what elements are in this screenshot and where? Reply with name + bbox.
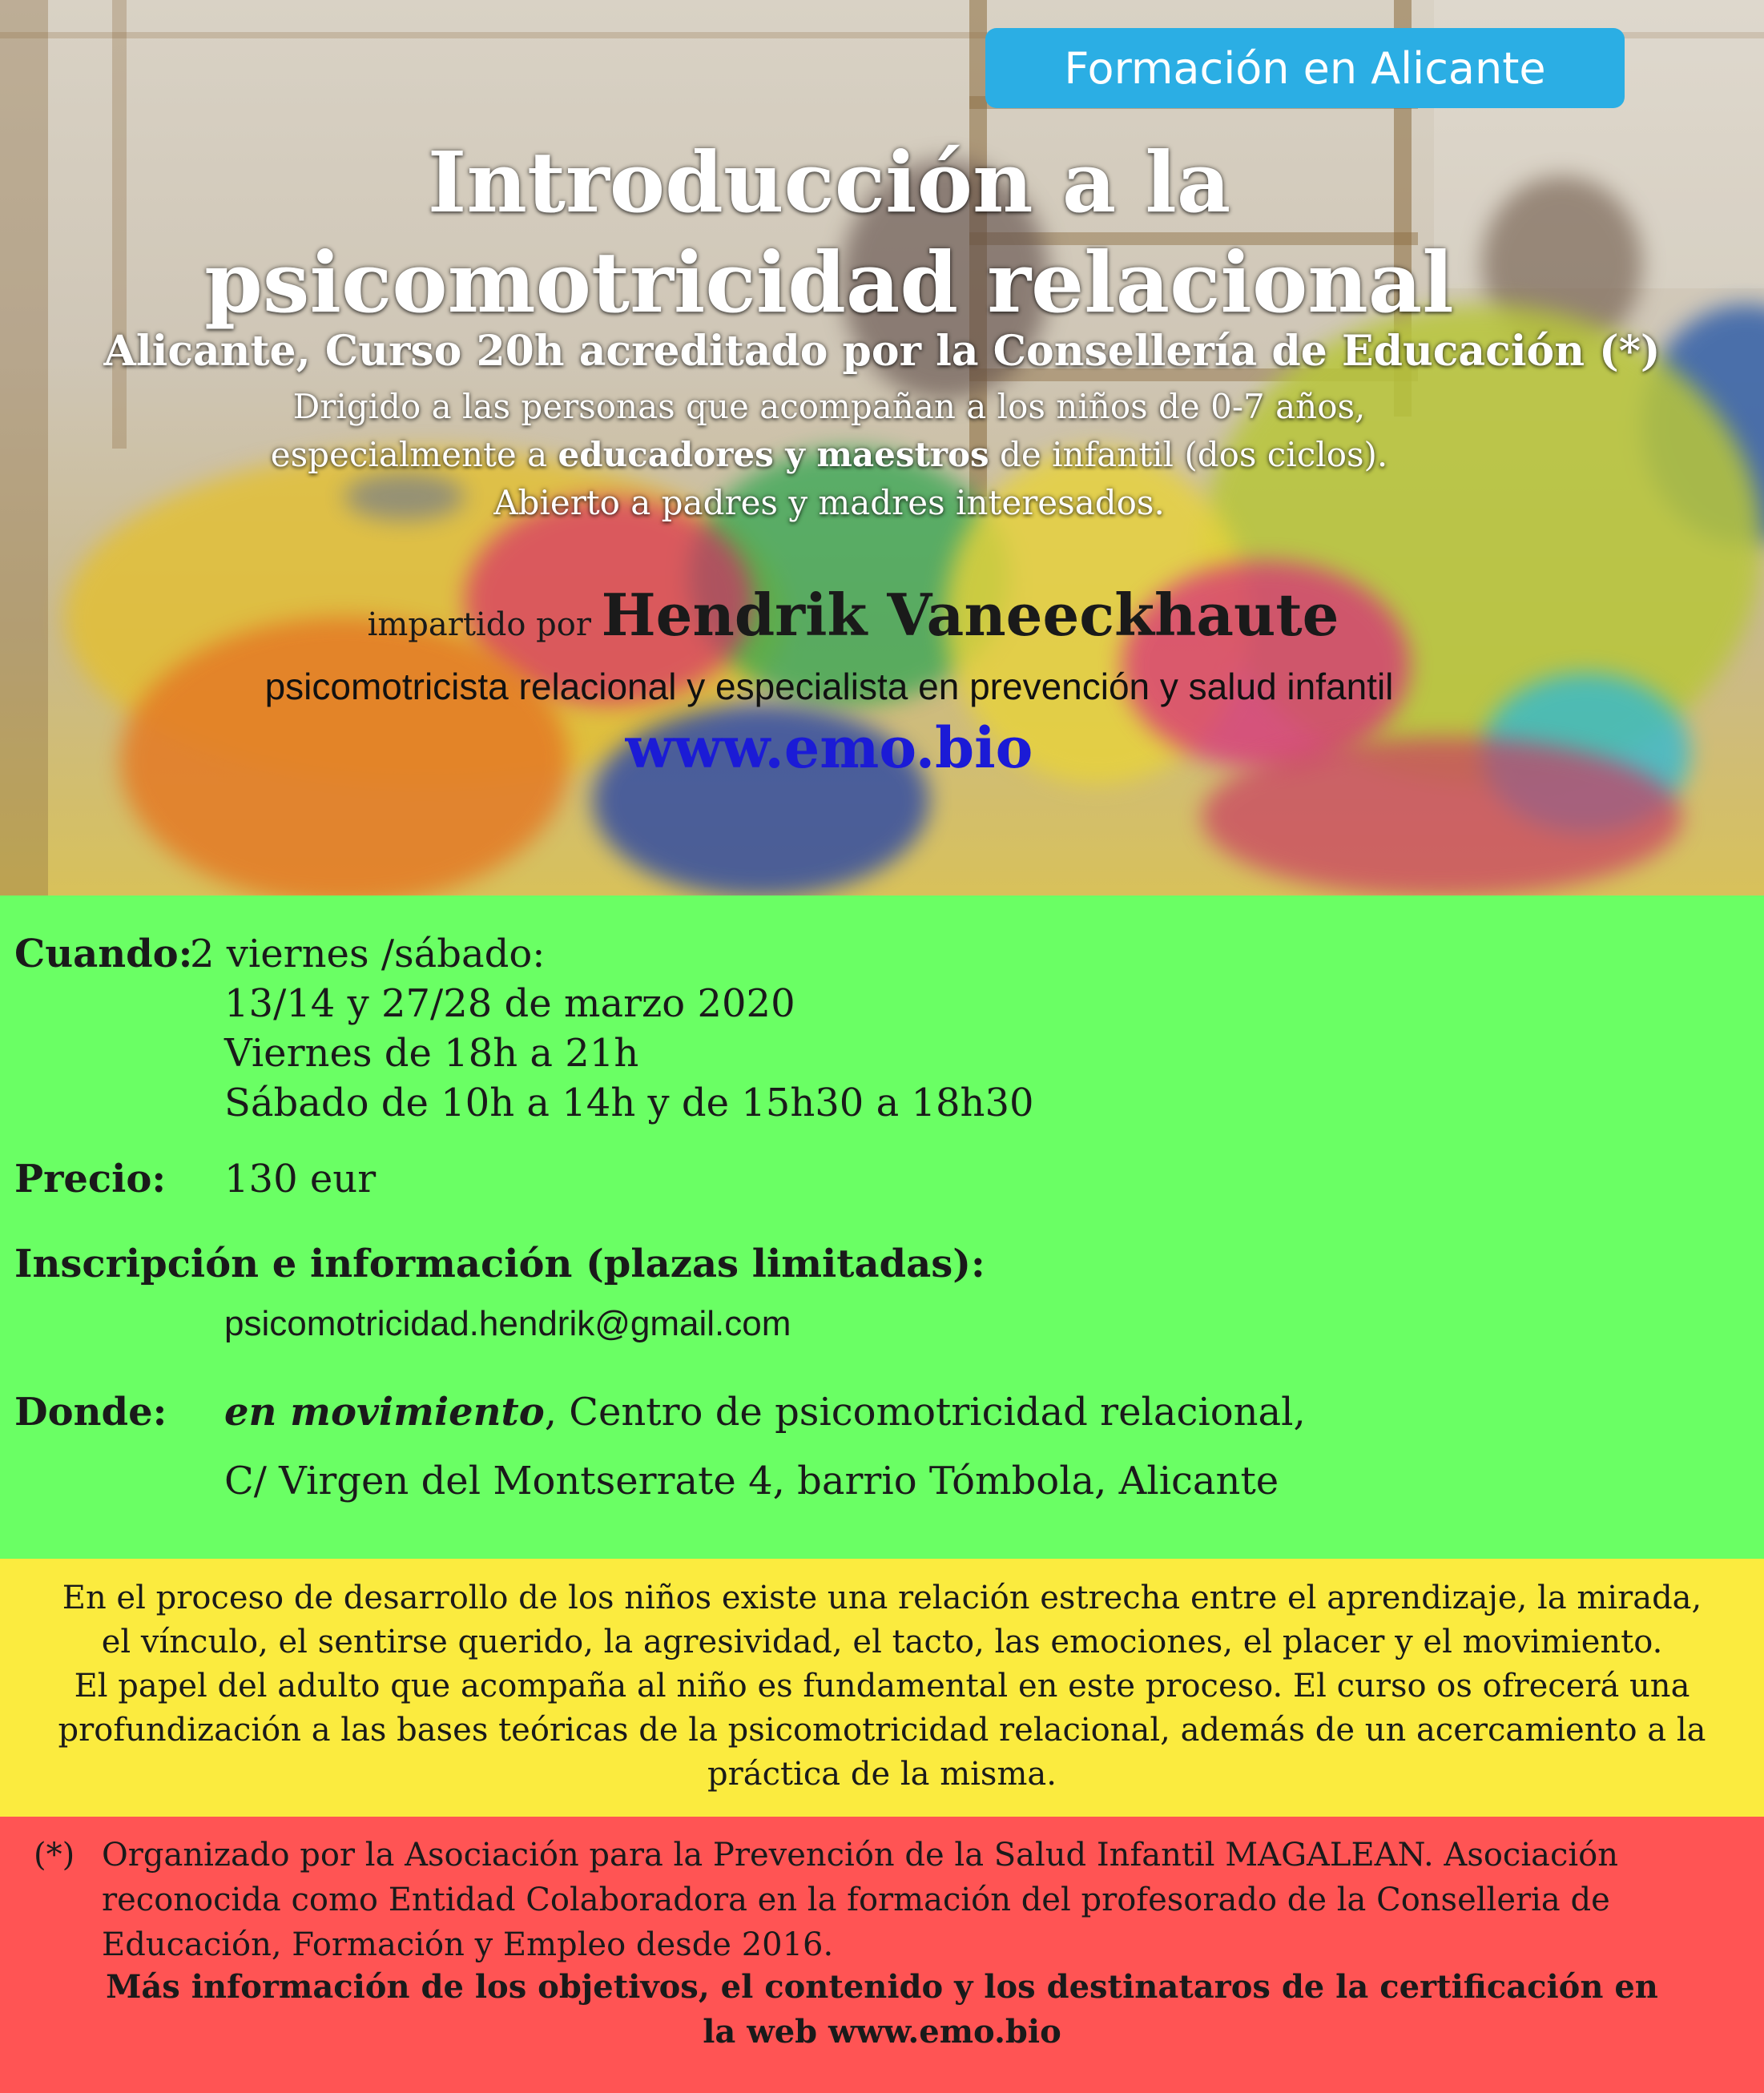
instructor-role: psicomotricista relacional y especialista en prevención y salud infantil <box>264 666 1394 707</box>
contact-email[interactable]: psicomotricidad.hendrik@gmail.com <box>224 1304 791 1343</box>
instructor-name: Hendrik Vaneeckhaute <box>601 581 1339 649</box>
instructor-line <box>0 581 1706 649</box>
audience-highlight: educadores y maestros <box>558 435 989 474</box>
price-value: 130 eur <box>224 1157 377 1201</box>
taught-by-label: impartido por <box>367 606 602 643</box>
audience-description <box>0 383 1658 527</box>
about-line-5: práctica de la misma. <box>707 1756 1057 1793</box>
about-paragraph <box>0 1559 1764 1797</box>
course-subtitle: Alicante, Curso 20h acreditado por la Consellería de Educación (*) <box>103 327 1661 376</box>
when-line-3: Viernes de 18h a 21h <box>224 1031 639 1076</box>
audience-line-1: Drigido a las personas que acompañan a los niños de 0-7 años, <box>292 387 1366 426</box>
signup-label: Inscripción e información (plazas limitadas): <box>14 1242 985 1286</box>
course-title <box>0 132 1658 332</box>
about-line-3: El papel del adulto que acompaña al niño es fundamental en este proceso. El curso os ofrecerá una <box>74 1668 1690 1705</box>
footnote-text <box>102 1833 1624 1967</box>
hero-banner <box>0 0 1764 896</box>
when-line-2: 13/14 y 27/28 de marzo 2020 <box>224 981 795 1026</box>
footnote-line-1: Organizado por la Asociación para la Prevención de la Salud Infantil MAGALEAN. Asociación <box>102 1837 1619 1874</box>
more-info-line-1: Más información de los objetivos, el contenido y los destinataros de la certificación en <box>106 1968 1658 2006</box>
course-about <box>0 1559 1764 1817</box>
about-line-2: el vínculo, el sentirse querido, la agresividad, el tacto, las emociones, el placer y el movimiento. <box>101 1624 1663 1660</box>
location-badge: Formación en Alicante <box>985 28 1625 108</box>
about-line-4: profundización a las bases teóricas de la psicomotricidad relacional, además de un acercamiento a la <box>58 1712 1706 1749</box>
website-link[interactable]: www.emo.bio <box>625 714 1033 781</box>
accreditation-note <box>0 1817 1764 2093</box>
venue-brand: en movimiento <box>224 1390 545 1435</box>
course-details <box>0 896 1764 1559</box>
footnote-line-2: reconocida como Entidad Colaboradora en la formación del profesorado de la Conselleria de <box>102 1882 1610 1918</box>
footnote-line-3: Educación, Formación y Empleo desde 2016. <box>102 1926 834 1963</box>
when-line-1: 2 viernes /sábado: <box>190 932 546 976</box>
course-title-line-2: psicomotricidad relacional <box>204 233 1454 332</box>
when-line-4: Sábado de 10h a 14h y de 15h30 a 18h30 <box>224 1081 1034 1125</box>
price-label: Precio: <box>14 1157 167 1201</box>
course-title-line-1: Introducción a la <box>427 133 1231 231</box>
when-label: Cuando: <box>14 932 193 976</box>
footnote-marker: (*) <box>34 1837 75 1874</box>
audience-line-2: especialmente a educadores y maestros de infantil (dos ciclos). <box>270 435 1388 474</box>
venue-address: C/ Virgen del Montserrate 4, barrio Tómbola, Alicante <box>224 1459 1279 1503</box>
more-info-line-2[interactable]: la web www.emo.bio <box>703 2013 1061 2051</box>
where-label: Donde: <box>14 1390 167 1435</box>
audience-line-3: Abierto a padres y madres interesados. <box>493 483 1165 522</box>
about-line-1: En el proceso de desarrollo de los niños existe una relación estrecha entre el aprendizaje, la mirada, <box>62 1580 1702 1616</box>
where-line-1: en movimiento, Centro de psicomotricidad relacional, <box>224 1390 1306 1435</box>
more-info <box>0 1965 1764 2055</box>
